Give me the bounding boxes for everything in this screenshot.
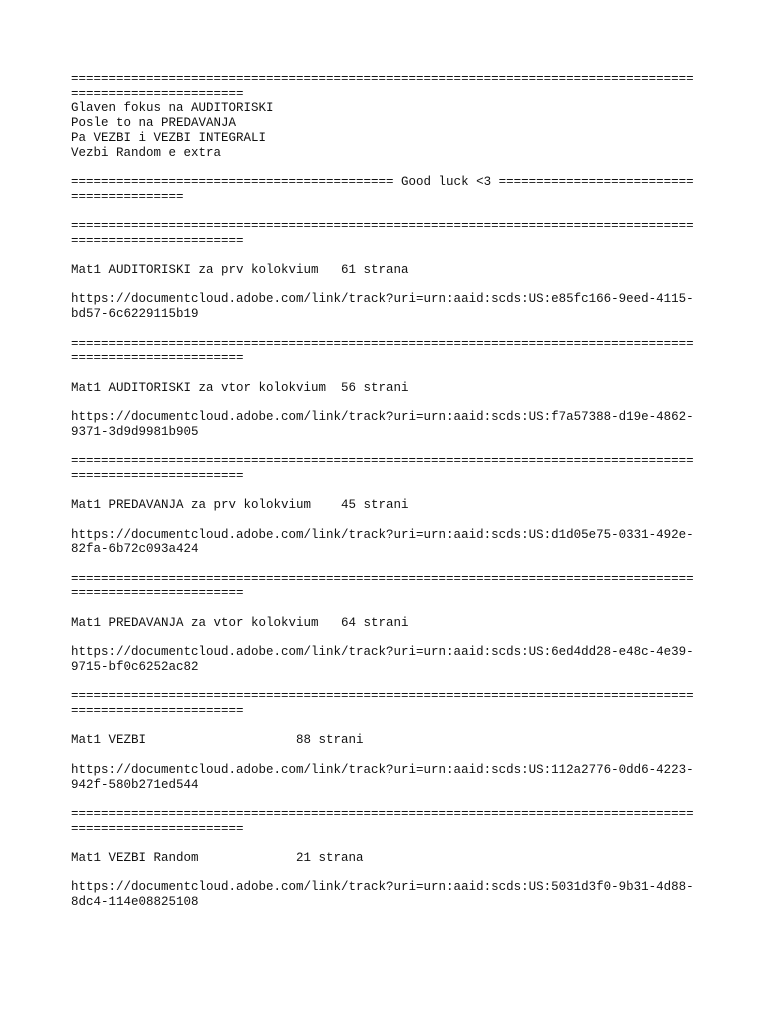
entry-title: Mat1 PREDAVANJA za prv kolokvium 45 strani [71,498,409,513]
separator: ========================================================================================================== [71,219,694,248]
separator: ========================================================================================================== [71,72,694,101]
entry-title: Mat1 AUDITORISKI za vtor kolokvium 56 strani [71,380,409,395]
intro-line: Posle to na PREDAVANJA [71,116,237,131]
intro-line: Vezbi Random e extra [71,145,222,160]
entry-link[interactable]: https://documentcloud.adobe.com/link/track?uri=urn:aaid:scds:US:112a2776-0dd6-4223-942f-580b271ed544 [71,762,694,792]
document-body [71,72,701,910]
separator: ========================================================================================================== [71,806,694,836]
entry-title: Mat1 VEZBI 88 strani [71,733,364,748]
entry-link[interactable]: https://documentcloud.adobe.com/link/track?uri=urn:aaid:scds:US:6ed4dd28-e48c-4e39-9715-bf0c6252ac82 [71,645,694,674]
entry-title: Mat1 VEZBI Random 21 strana [71,850,364,865]
good-luck-separator: =========================================== Good luck <3 ========================================= [71,174,694,204]
separator: ========================================================================================================== [71,336,694,366]
separator: ========================================================================================================== [71,689,694,719]
entry-link[interactable]: https://documentcloud.adobe.com/link/track?uri=urn:aaid:scds:US:f7a57388-d19e-4862-9371-3d9d9981b905 [71,410,694,439]
entry-link[interactable]: https://documentcloud.adobe.com/link/track?uri=urn:aaid:scds:US:5031d3f0-9b31-4d88-8dc4-114e08825108 [71,880,694,910]
entry-link[interactable]: https://documentcloud.adobe.com/link/track?uri=urn:aaid:scds:US:e85fc166-9eed-4115-bd57-6c6229115b19 [71,292,694,322]
intro-line: Pa VEZBI i VEZBI INTEGRALI [71,130,267,145]
entry-title: Mat1 PREDAVANJA za vtor kolokvium 64 strani [71,615,409,630]
entry-link[interactable]: https://documentcloud.adobe.com/link/track?uri=urn:aaid:scds:US:d1d05e75-0331-492e-82fa-6b72c093a424 [71,527,694,557]
separator: ========================================================================================================== [71,454,694,483]
intro-line: Glaven fokus na AUDITORISKI [71,101,274,116]
entry-title: Mat1 AUDITORISKI za prv kolokvium 61 strana [71,263,409,278]
separator: ========================================================================================================== [71,571,694,601]
